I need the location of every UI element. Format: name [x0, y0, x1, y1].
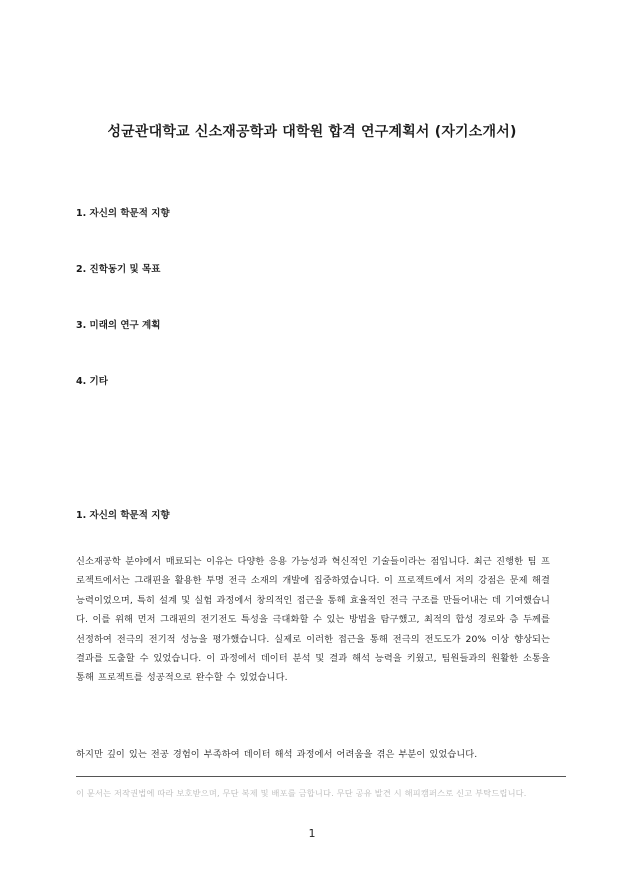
body-paragraph: 신소재공학 분야에서 매료되는 이유는 다양한 응용 가능성과 혁신적인 기술들이라는 점입니다. 최근 진행한 팀 프로젝트에서는 그래핀을 활용한 투명 전극 소재의 개발에 집중하였습니다. 이 프로젝트에서 저의 강점은 문제 해결능력이었으며, 특히 설계 및 실험 과정에서 창의적인 접근을 통해 효율적인 전극 구조를 만들어내는 데 기여했습니다. 이를 위해 먼저 그래핀의 전기전도 특성을 극대화할 수 있는 방법을 탐구했고, 최적의 합성 경로와 층 두께를 선정하여 전극의 전기적 성능을 평가했습니다. 실제로 이러한 접근을 통해 전극의 전도도가 20% 이상 향상되는 결과를 도출할 수 있었습니다. 이 과정에서 데이터 분석 및 결과 해석 능력을 키웠고, 팀원들과의 원활한 소통을 통해 프로젝트를 성공적으로 완수할 수 있었습니다. [76, 556, 550, 684]
page-number: 1 [308, 827, 316, 840]
toc-item-research-plan: 3. 미래의 연구 계획 [76, 320, 161, 331]
section-heading: 1. 자신의 학문적 지향 [76, 510, 170, 521]
body-paragraph: 하지만 깊이 있는 전공 경험이 부족하여 데이터 해석 과정에서 어려움을 겪은 부분이 있었습니다. [76, 749, 478, 760]
document-title: 성균관대학교 신소재공학과 대학원 합격 연구계획서 (자기소개서) [107, 124, 517, 140]
toc-item-academic-orientation: 1. 자신의 학문적 지향 [76, 208, 170, 219]
footer-divider [76, 776, 566, 777]
toc-item-motivation-goals: 2. 진학동기 및 목표 [76, 264, 161, 275]
toc-item-etc: 4. 기타 [76, 376, 108, 387]
copyright-notice: 이 문서는 저작권법에 따라 보호받으며, 무단 복제 및 배포를 금합니다. 무단 공유 발견 시 해피캠퍼스로 신고 부탁드립니다. [76, 788, 527, 798]
